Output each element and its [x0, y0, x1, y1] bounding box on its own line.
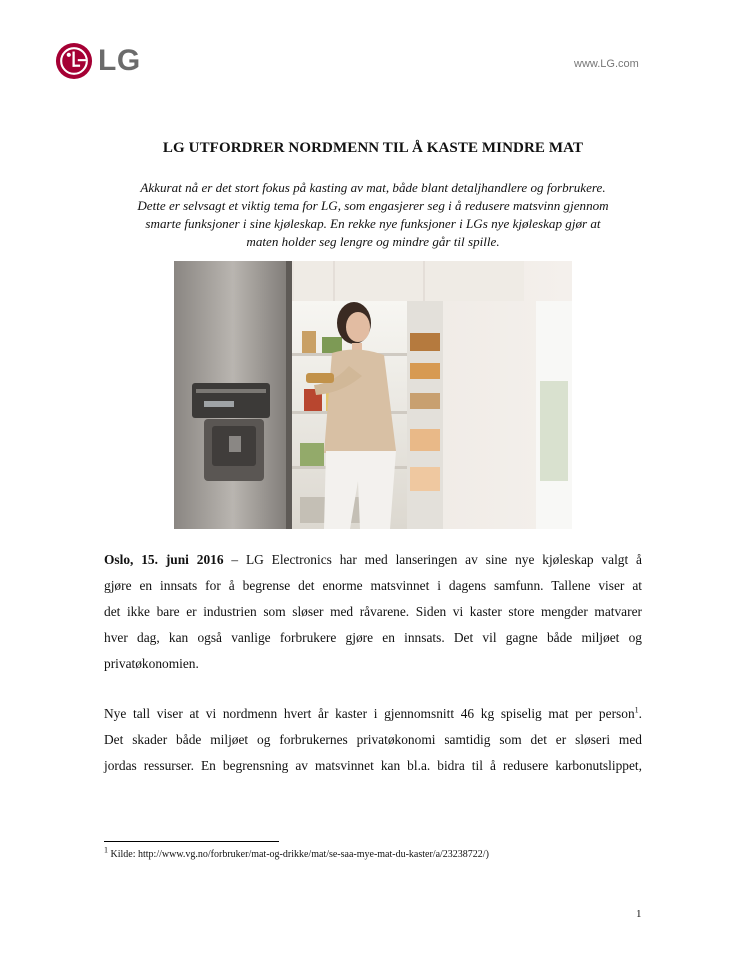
footnote-marker: 1 [104, 845, 108, 855]
fridge-photo-illustration [174, 261, 572, 529]
paragraph-text: . [638, 706, 642, 721]
body-paragraph-1 [104, 547, 642, 677]
paragraph-text: – LG Electronics har med lanseringen av sine nye kjøleskap valgt å [223, 552, 643, 567]
paragraph-line [104, 547, 642, 573]
lead-line: maten holder seg lengre og mindre går til spille. [246, 234, 500, 249]
footnote [104, 845, 489, 860]
paragraph-line: gjøre en innsats for å begrense det enorme matsvinnet i dagens samfunn. Tallene viser at [104, 578, 642, 593]
page-title: LG UTFORDRER NORDMENN TIL Å KASTE MINDRE MAT [162, 140, 584, 156]
lead-line: Dette er selvsagt et viktig tema for LG, som engasjerer seg i å redusere matsvinn gjennom [137, 198, 609, 213]
footnote-divider [104, 841, 279, 842]
dateline: Oslo, 15. juni 2016 [104, 552, 224, 567]
lg-logo-icon [55, 42, 93, 80]
paragraph-line [104, 701, 642, 727]
page-number: 1 [636, 908, 642, 920]
paragraph-line: jordas ressurser. En begrensning av matsvinnet kan bl.a. bidra til å redusere karbonutslippet, [104, 758, 642, 773]
footnote-reference[interactable]: 1 [634, 705, 639, 715]
article-photo [174, 261, 572, 529]
paragraph-line: det ikke bare er industrien som sløser med råvarene. Siden vi kaster store mengder matvarer [104, 604, 642, 619]
paragraph-text: Nye tall viser at vi nordmenn hvert år kaster i gjennomsnitt 46 kg spiselig mat per person [104, 706, 635, 721]
lead-line: smarte funksjoner i sine kjøleskap. En rekke nye funksjoner i LGs nye kjøleskap gjør at [145, 216, 601, 231]
lead-paragraph [104, 179, 642, 251]
site-url[interactable]: www.LG.com [574, 58, 639, 70]
lg-logo [55, 42, 141, 80]
paragraph-line: Det skader både miljøet og forbrukernes privatøkonomi samtidig som det er sløseri med [104, 732, 642, 747]
lead-line: Akkurat nå er det stort fokus på kasting av mat, både blant detaljhandlere og forbrukere. [140, 180, 606, 195]
paragraph-line: privatøkonomien. [104, 656, 199, 671]
paragraph-line: hver dag, kan også vanlige forbrukere gjøre en innsats. Det vil gagne både miljøet og [104, 630, 642, 645]
body-paragraph-2 [104, 701, 642, 779]
footnote-text[interactable]: Kilde: http://www.vg.no/forbruker/mat-og-drikke/mat/se-saa-mye-mat-du-kaster/a/23238722/) [108, 849, 489, 860]
logo-wordmark: LG [98, 44, 141, 77]
